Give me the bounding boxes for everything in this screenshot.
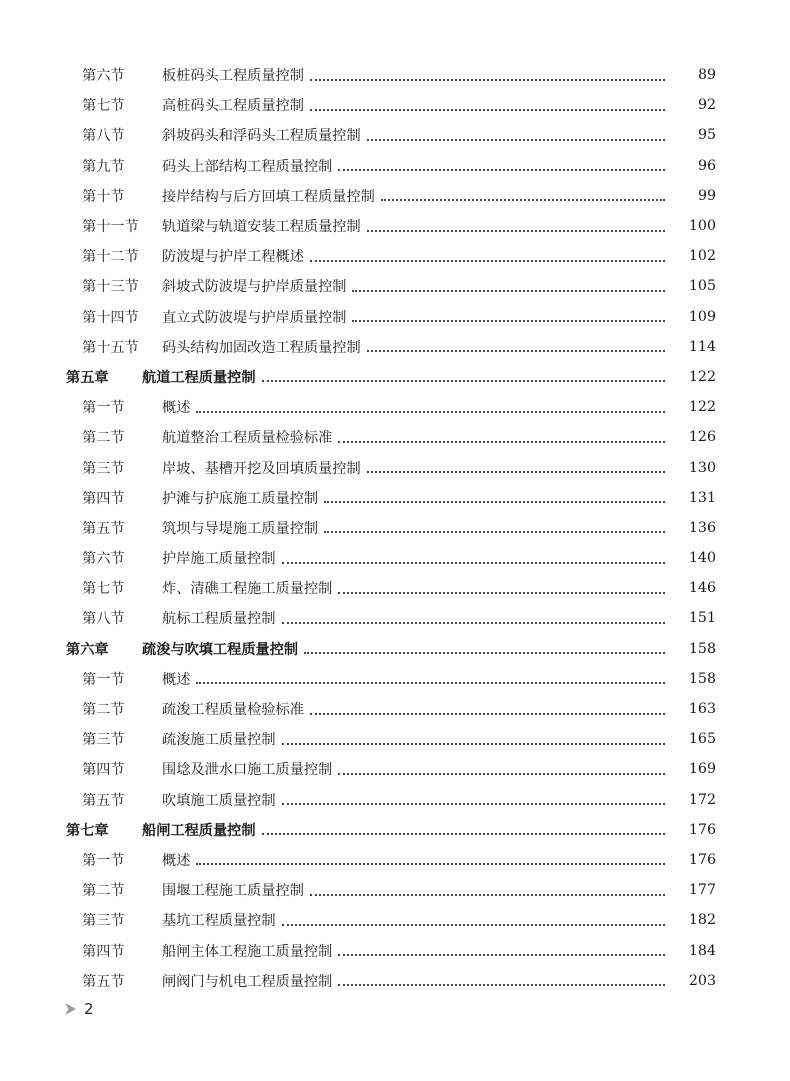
- entry-page-number: 109: [688, 308, 716, 325]
- toc-section-entry[interactable]: [0, 151, 790, 181]
- dot-leader: [282, 621, 665, 624]
- dot-leader: [338, 772, 665, 775]
- entry-title: 围堰工程施工质量控制: [162, 883, 304, 900]
- entry-page-number: 146: [688, 580, 716, 597]
- entry-number: 第二节: [82, 702, 125, 719]
- entry-number: 第九节: [82, 158, 125, 175]
- entry-title: 概述: [162, 400, 191, 417]
- toc-section-entry[interactable]: [0, 302, 790, 332]
- toc-section-entry[interactable]: [0, 271, 790, 301]
- entry-title: 航道整治工程质量检验标准: [162, 430, 333, 447]
- dot-leader: [324, 530, 665, 533]
- entry-title: 基坑工程质量控制: [162, 913, 276, 930]
- dot-leader: [262, 832, 665, 835]
- entry-title: 炸、清礁工程施工质量控制: [162, 581, 333, 598]
- dot-leader: [282, 802, 665, 805]
- entry-number: 第一节: [82, 852, 125, 869]
- entry-number: 第七节: [82, 98, 125, 115]
- entry-number: 第四节: [82, 490, 125, 507]
- dot-leader: [282, 923, 665, 926]
- entry-number: 第八节: [82, 611, 125, 628]
- entry-page-number: 102: [688, 248, 716, 265]
- dot-leader: [367, 138, 665, 141]
- entry-title: 码头上部结构工程质量控制: [162, 158, 333, 175]
- toc-chapter-entry[interactable]: [0, 815, 790, 845]
- toc-section-entry[interactable]: [0, 543, 790, 573]
- dot-leader: [262, 379, 665, 382]
- entry-title: 接岸结构与后方回填工程质量控制: [162, 188, 375, 205]
- toc-section-entry[interactable]: [0, 120, 790, 150]
- dot-leader: [338, 440, 665, 443]
- toc-section-entry[interactable]: [0, 332, 790, 362]
- entry-title: 船闸工程质量控制: [142, 822, 256, 839]
- chevron-right-icon: [62, 1000, 80, 1018]
- entry-page-number: 122: [688, 399, 716, 416]
- entry-page-number: 122: [688, 368, 716, 385]
- entry-page-number: 203: [688, 972, 716, 989]
- dot-leader: [338, 983, 665, 986]
- dot-leader: [352, 289, 665, 292]
- toc-section-entry[interactable]: [0, 754, 790, 784]
- toc-section-entry[interactable]: [0, 422, 790, 452]
- entry-number: 第十三节: [82, 279, 139, 296]
- entry-number: 第十四节: [82, 309, 139, 326]
- entry-page-number: 176: [688, 821, 716, 838]
- page-footer: [62, 1000, 94, 1018]
- entry-title: 斜坡式防波堤与护岸质量控制: [162, 279, 347, 296]
- dot-leader: [310, 893, 665, 896]
- entry-page-number: 158: [688, 640, 716, 657]
- entry-title: 围埝及泄水口施工质量控制: [162, 762, 333, 779]
- entry-number: 第六节: [82, 551, 125, 568]
- dot-leader: [352, 319, 665, 322]
- dot-leader: [310, 108, 665, 111]
- entry-number: 第四节: [82, 943, 125, 960]
- dot-leader: [367, 229, 665, 232]
- toc-section-entry[interactable]: [0, 724, 790, 754]
- table-of-contents: [0, 60, 790, 996]
- dot-leader: [282, 561, 665, 564]
- entry-title: 岸坡、基槽开挖及回填质量控制: [162, 460, 361, 477]
- dot-leader: [304, 651, 665, 654]
- entry-title: 疏浚工程质量检验标准: [162, 702, 304, 719]
- toc-section-entry[interactable]: [0, 60, 790, 90]
- entry-number: 第一节: [82, 671, 125, 688]
- toc-section-entry[interactable]: [0, 181, 790, 211]
- entry-number: 第五节: [82, 973, 125, 990]
- toc-section-entry[interactable]: [0, 603, 790, 633]
- toc-section-entry[interactable]: [0, 483, 790, 513]
- entry-title: 轨道梁与轨道安装工程质量控制: [162, 219, 361, 236]
- toc-section-entry[interactable]: [0, 694, 790, 724]
- entry-number: 第一节: [82, 400, 125, 417]
- entry-page-number: 177: [688, 882, 716, 899]
- toc-section-entry[interactable]: [0, 785, 790, 815]
- entry-page-number: 172: [688, 791, 716, 808]
- dot-leader: [310, 78, 665, 81]
- entry-number: 第三节: [82, 913, 125, 930]
- entry-title: 船闸主体工程施工质量控制: [162, 943, 333, 960]
- entry-page-number: 114: [688, 338, 716, 355]
- toc-section-entry[interactable]: [0, 392, 790, 422]
- dot-leader: [338, 953, 665, 956]
- toc-section-entry[interactable]: [0, 875, 790, 905]
- entry-page-number: 163: [688, 701, 716, 718]
- dot-leader: [367, 349, 665, 352]
- entry-number: 第五节: [82, 520, 125, 537]
- entry-page-number: 136: [688, 519, 716, 536]
- dot-leader: [310, 259, 665, 262]
- entry-page-number: 169: [688, 761, 716, 778]
- entry-title: 吹填施工质量控制: [162, 792, 276, 809]
- entry-page-number: 176: [688, 851, 716, 868]
- entry-page-number: 131: [688, 489, 716, 506]
- entry-page-number: 140: [688, 550, 716, 567]
- toc-section-entry[interactable]: [0, 211, 790, 241]
- entry-page-number: 184: [688, 942, 716, 959]
- entry-number: 第十五节: [82, 339, 139, 356]
- entry-title: 防波堤与护岸工程概述: [162, 249, 304, 266]
- entry-page-number: 99: [697, 187, 716, 204]
- entry-number: 第十节: [82, 188, 125, 205]
- dot-leader: [196, 681, 665, 684]
- entry-number: 第三节: [82, 460, 125, 477]
- toc-section-entry[interactable]: [0, 452, 790, 482]
- entry-page-number: 105: [688, 278, 716, 295]
- dot-leader: [367, 470, 665, 473]
- toc-section-entry[interactable]: [0, 664, 790, 694]
- entry-page-number: 95: [697, 127, 716, 144]
- entry-number: 第十一节: [82, 219, 139, 236]
- entry-page-number: 130: [688, 459, 716, 476]
- dot-leader: [282, 742, 665, 745]
- dot-leader: [196, 862, 665, 865]
- entry-number: 第七节: [82, 581, 125, 598]
- entry-number: 第五章: [66, 369, 109, 386]
- entry-title: 疏浚与吹填工程质量控制: [142, 641, 299, 658]
- entry-title: 码头结构加固改造工程质量控制: [162, 339, 361, 356]
- dot-leader: [381, 198, 665, 201]
- entry-title: 板桩码头工程质量控制: [162, 68, 304, 85]
- entry-number: 第四节: [82, 762, 125, 779]
- toc-section-entry[interactable]: [0, 573, 790, 603]
- entry-number: 第五节: [82, 792, 125, 809]
- toc-chapter-entry[interactable]: [0, 362, 790, 392]
- entry-page-number: 96: [697, 157, 716, 174]
- entry-number: 第二节: [82, 430, 125, 447]
- entry-number: 第三节: [82, 732, 125, 749]
- entry-title: 护滩与护底施工质量控制: [162, 490, 319, 507]
- entry-number: 第七章: [66, 822, 109, 839]
- page-number: 2: [84, 1000, 94, 1018]
- dot-leader: [338, 168, 665, 171]
- toc-section-entry[interactable]: [0, 90, 790, 120]
- dot-leader: [310, 712, 665, 715]
- toc-section-entry[interactable]: [0, 966, 790, 996]
- entry-title: 概述: [162, 671, 191, 688]
- entry-title: 概述: [162, 852, 191, 869]
- entry-page-number: 92: [697, 97, 716, 114]
- toc-chapter-entry[interactable]: [0, 634, 790, 664]
- entry-number: 第十二节: [82, 249, 139, 266]
- entry-title: 航标工程质量控制: [162, 611, 276, 628]
- toc-section-entry[interactable]: [0, 905, 790, 935]
- entry-page-number: 151: [688, 610, 716, 627]
- dot-leader: [324, 500, 665, 503]
- toc-section-entry[interactable]: [0, 513, 790, 543]
- dot-leader: [338, 591, 665, 594]
- entry-number: 第八节: [82, 128, 125, 145]
- toc-section-entry[interactable]: [0, 241, 790, 271]
- entry-title: 航道工程质量控制: [142, 369, 256, 386]
- entry-page-number: 165: [688, 731, 716, 748]
- entry-number: 第六章: [66, 641, 109, 658]
- entry-page-number: 182: [688, 912, 716, 929]
- dot-leader: [196, 410, 665, 413]
- entry-title: 高桩码头工程质量控制: [162, 98, 304, 115]
- entry-page-number: 100: [688, 218, 716, 235]
- entry-title: 斜坡码头和浮码头工程质量控制: [162, 128, 361, 145]
- entry-page-number: 158: [688, 670, 716, 687]
- entry-title: 疏浚施工质量控制: [162, 732, 276, 749]
- entry-title: 直立式防波堤与护岸质量控制: [162, 309, 347, 326]
- entry-page-number: 126: [688, 429, 716, 446]
- entry-title: 闸阀门与机电工程质量控制: [162, 973, 333, 990]
- entry-number: 第二节: [82, 883, 125, 900]
- toc-section-entry[interactable]: [0, 845, 790, 875]
- entry-number: 第六节: [82, 68, 125, 85]
- toc-section-entry[interactable]: [0, 935, 790, 965]
- entry-page-number: 89: [697, 67, 716, 84]
- entry-title: 筑坝与导堤施工质量控制: [162, 520, 319, 537]
- entry-title: 护岸施工质量控制: [162, 551, 276, 568]
